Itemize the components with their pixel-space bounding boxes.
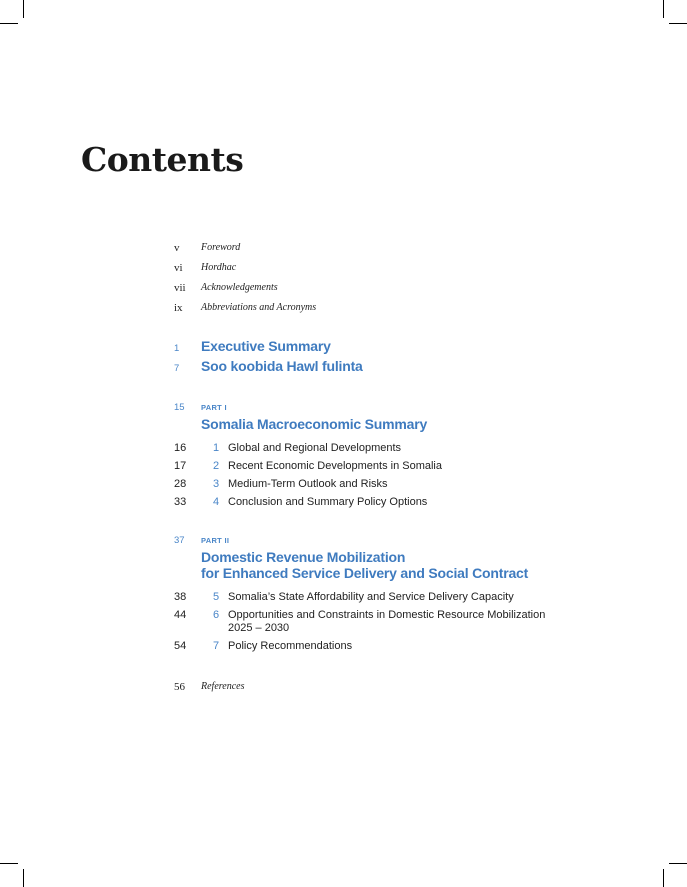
toc-entry-title: Executive Summary bbox=[201, 338, 331, 354]
chapter-title: Opportunities and Constraints in Domestic Resource Mobilization bbox=[228, 609, 546, 621]
chapter-number: 1 bbox=[213, 442, 220, 454]
chapter-title-line-2: 2025 – 2030 bbox=[228, 622, 290, 634]
chapter-title: Global and Regional Developments bbox=[228, 442, 402, 454]
crop-mark bbox=[0, 23, 18, 24]
toc-entry-title: Soo koobida Hawl fulinta bbox=[201, 358, 363, 374]
page-title: Contents bbox=[81, 140, 244, 179]
part-title: Somalia Macroeconomic Summary bbox=[201, 416, 428, 432]
toc-page-number: 16 bbox=[174, 442, 187, 454]
toc-entry-title: Hordhac bbox=[201, 262, 237, 273]
toc-page-number: 37 bbox=[174, 535, 185, 546]
toc-page-number: 1 bbox=[174, 343, 180, 354]
chapter-number: 5 bbox=[213, 591, 220, 603]
chapter-number: 7 bbox=[213, 640, 220, 652]
toc-page-number: vi bbox=[174, 262, 183, 274]
crop-mark bbox=[669, 863, 687, 864]
chapter-title: Recent Economic Developments in Somalia bbox=[228, 460, 442, 472]
chapter-number: 3 bbox=[213, 478, 220, 490]
toc-page-number: v bbox=[174, 242, 180, 254]
crop-mark bbox=[23, 869, 24, 887]
chapter-title: Somalia’s State Affordability and Service Delivery Capacity bbox=[228, 591, 514, 603]
toc-page-number: 28 bbox=[174, 478, 187, 490]
part-title-line-2: for Enhanced Service Delivery and Social Contract bbox=[201, 565, 529, 581]
crop-mark bbox=[0, 863, 18, 864]
chapter-number: 4 bbox=[213, 496, 220, 508]
toc-page-number: 15 bbox=[174, 402, 185, 413]
chapter-number: 2 bbox=[213, 460, 220, 472]
chapter-title: Medium-Term Outlook and Risks bbox=[228, 478, 388, 490]
toc-page-number: 38 bbox=[174, 591, 187, 603]
toc-page-number: 17 bbox=[174, 460, 187, 472]
part-label: PART I bbox=[201, 403, 227, 412]
toc-page-number: 7 bbox=[174, 363, 180, 374]
toc-page-number: vii bbox=[174, 282, 186, 294]
part-label: PART II bbox=[201, 536, 230, 545]
toc-entry-title: Acknowledgements bbox=[201, 282, 278, 293]
chapter-number: 6 bbox=[213, 609, 220, 621]
toc-entry-title: References bbox=[201, 681, 245, 692]
crop-mark bbox=[23, 0, 24, 18]
toc-page-number: 56 bbox=[174, 681, 185, 693]
toc-page-number: 54 bbox=[174, 640, 187, 652]
toc-entry-title: Foreword bbox=[201, 242, 241, 253]
chapter-title: Conclusion and Summary Policy Options bbox=[228, 496, 428, 508]
crop-mark bbox=[663, 869, 664, 887]
toc-page-number: ix bbox=[174, 302, 183, 314]
crop-mark bbox=[663, 0, 664, 18]
chapter-title: Policy Recommendations bbox=[228, 640, 353, 652]
crop-mark bbox=[669, 23, 687, 24]
toc-entry-title: Abbreviations and Acronyms bbox=[201, 302, 317, 313]
toc-page-number: 33 bbox=[174, 496, 187, 508]
part-title-line-1: Domestic Revenue Mobilization bbox=[201, 549, 406, 565]
toc-page-number: 44 bbox=[174, 609, 187, 621]
